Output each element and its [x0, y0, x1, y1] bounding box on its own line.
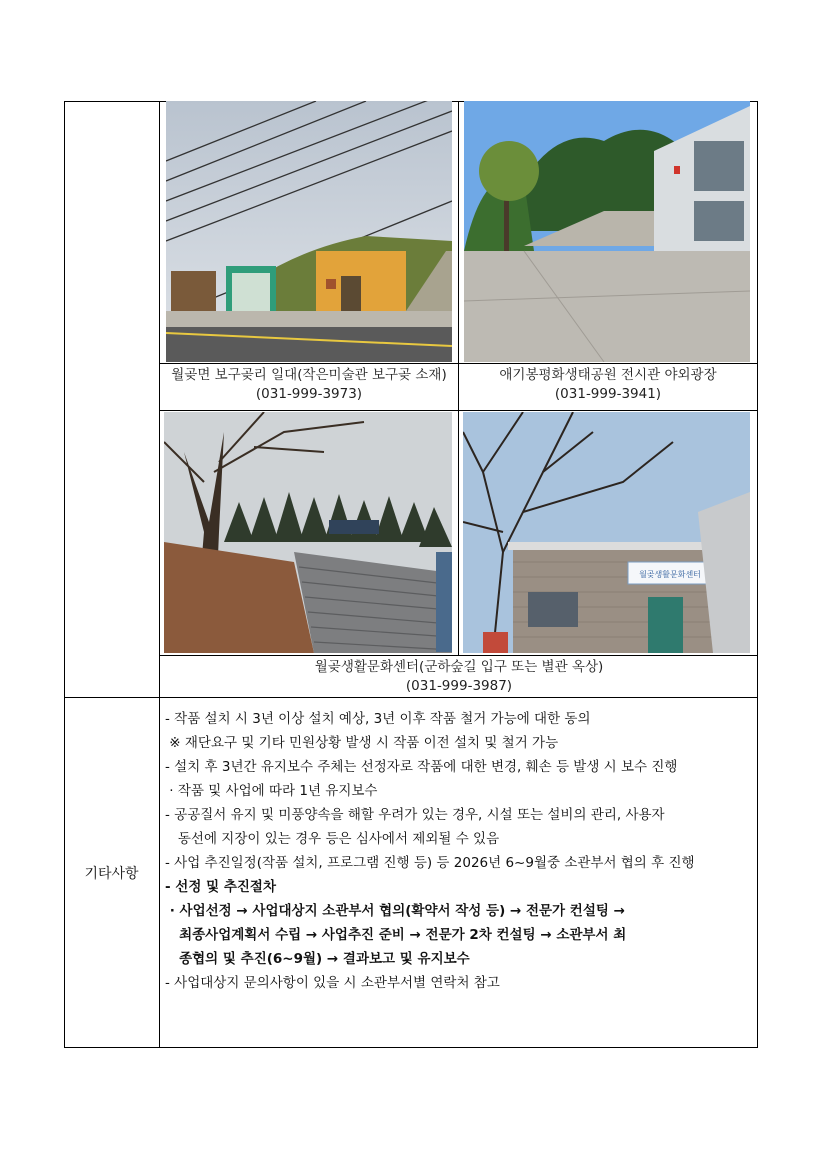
note-line: - 사업 추진일정(작품 설치, 프로그램 진행 등) 등 2026년 6~9월중 소관부서 협의 후 진행	[165, 855, 695, 871]
note-line: - 공공질서 유지 및 미풍양속을 해할 우려가 있는 경우, 시설 또는 설비의 관리, 사용자	[165, 807, 665, 823]
photo-aegibong	[464, 101, 750, 362]
section-label-cell	[64, 698, 159, 1048]
caption-top-line	[159, 363, 758, 364]
note-line-procedure: 종협의 및 추진(6~9월) → 결과보고 및 유지보수	[165, 951, 470, 967]
note-line: ※ 재단요구 및 기타 민원상황 발생 시 작품 이전 설치 및 철거 가능	[165, 735, 559, 751]
caption-culture-center-phone: (031-999-3987)	[405, 678, 513, 694]
caption-bogugot-location: 월곶면 보구곶리 일대(작은미술관 보구곶 소재)	[171, 367, 447, 383]
caption-aegibong	[459, 366, 757, 404]
photo-divider-top	[458, 101, 459, 411]
column-divider	[159, 101, 160, 1048]
caption-bogugot	[160, 366, 458, 404]
caption-top-line-2	[159, 655, 758, 656]
photo-culture-center	[463, 412, 750, 653]
note-line: 동선에 지장이 있는 경우 등은 심사에서 제외될 수 있음	[165, 831, 500, 847]
caption-culture-center	[160, 658, 758, 696]
caption-aegibong-phone: (031-999-3941)	[554, 386, 662, 402]
caption-bogugot-phone: (031-999-3973)	[255, 386, 363, 402]
row-divider-2	[64, 697, 758, 698]
note-line: - 사업대상지 문의사항이 있을 시 소관부서별 연락처 참고	[165, 975, 500, 991]
note-line-heading: - 선정 및 추진절차	[165, 879, 276, 895]
section-label: 기타사항	[84, 866, 139, 882]
notes-list	[165, 707, 755, 995]
note-line: - 작품 설치 시 3년 이상 설치 예상, 3년 이후 작품 철거 가능에 대한 동의	[165, 711, 591, 727]
photo-gunha-forest-path	[164, 412, 452, 653]
note-line: · 작품 및 사업에 따라 1년 유지보수	[165, 783, 378, 799]
note-line-procedure: · 사업선정 → 사업대상지 소관부서 협의(확약서 작성 등) → 전문가 컨설팅 →	[165, 903, 625, 919]
caption-aegibong-location: 애기봉평화생태공원 전시관 야외광장	[499, 367, 717, 383]
row-divider-1	[159, 410, 758, 411]
caption-culture-center-location: 월곶생활문화센터(군하숲길 입구 또는 별관 옥상)	[314, 659, 604, 675]
svg-text:월곶생활문화센터: 월곶생활문화센터	[639, 570, 701, 579]
note-line-procedure: 최종사업계획서 수립 → 사업추진 준비 → 전문가 2차 컨설팅 → 소관부서 최	[165, 927, 627, 943]
photo-divider-mid	[458, 411, 459, 655]
photo-bogugot	[166, 101, 452, 362]
note-line: - 설치 후 3년간 유지보수 주체는 선정자로 작품에 대한 변경, 훼손 등 발생 시 보수 진행	[165, 759, 678, 775]
